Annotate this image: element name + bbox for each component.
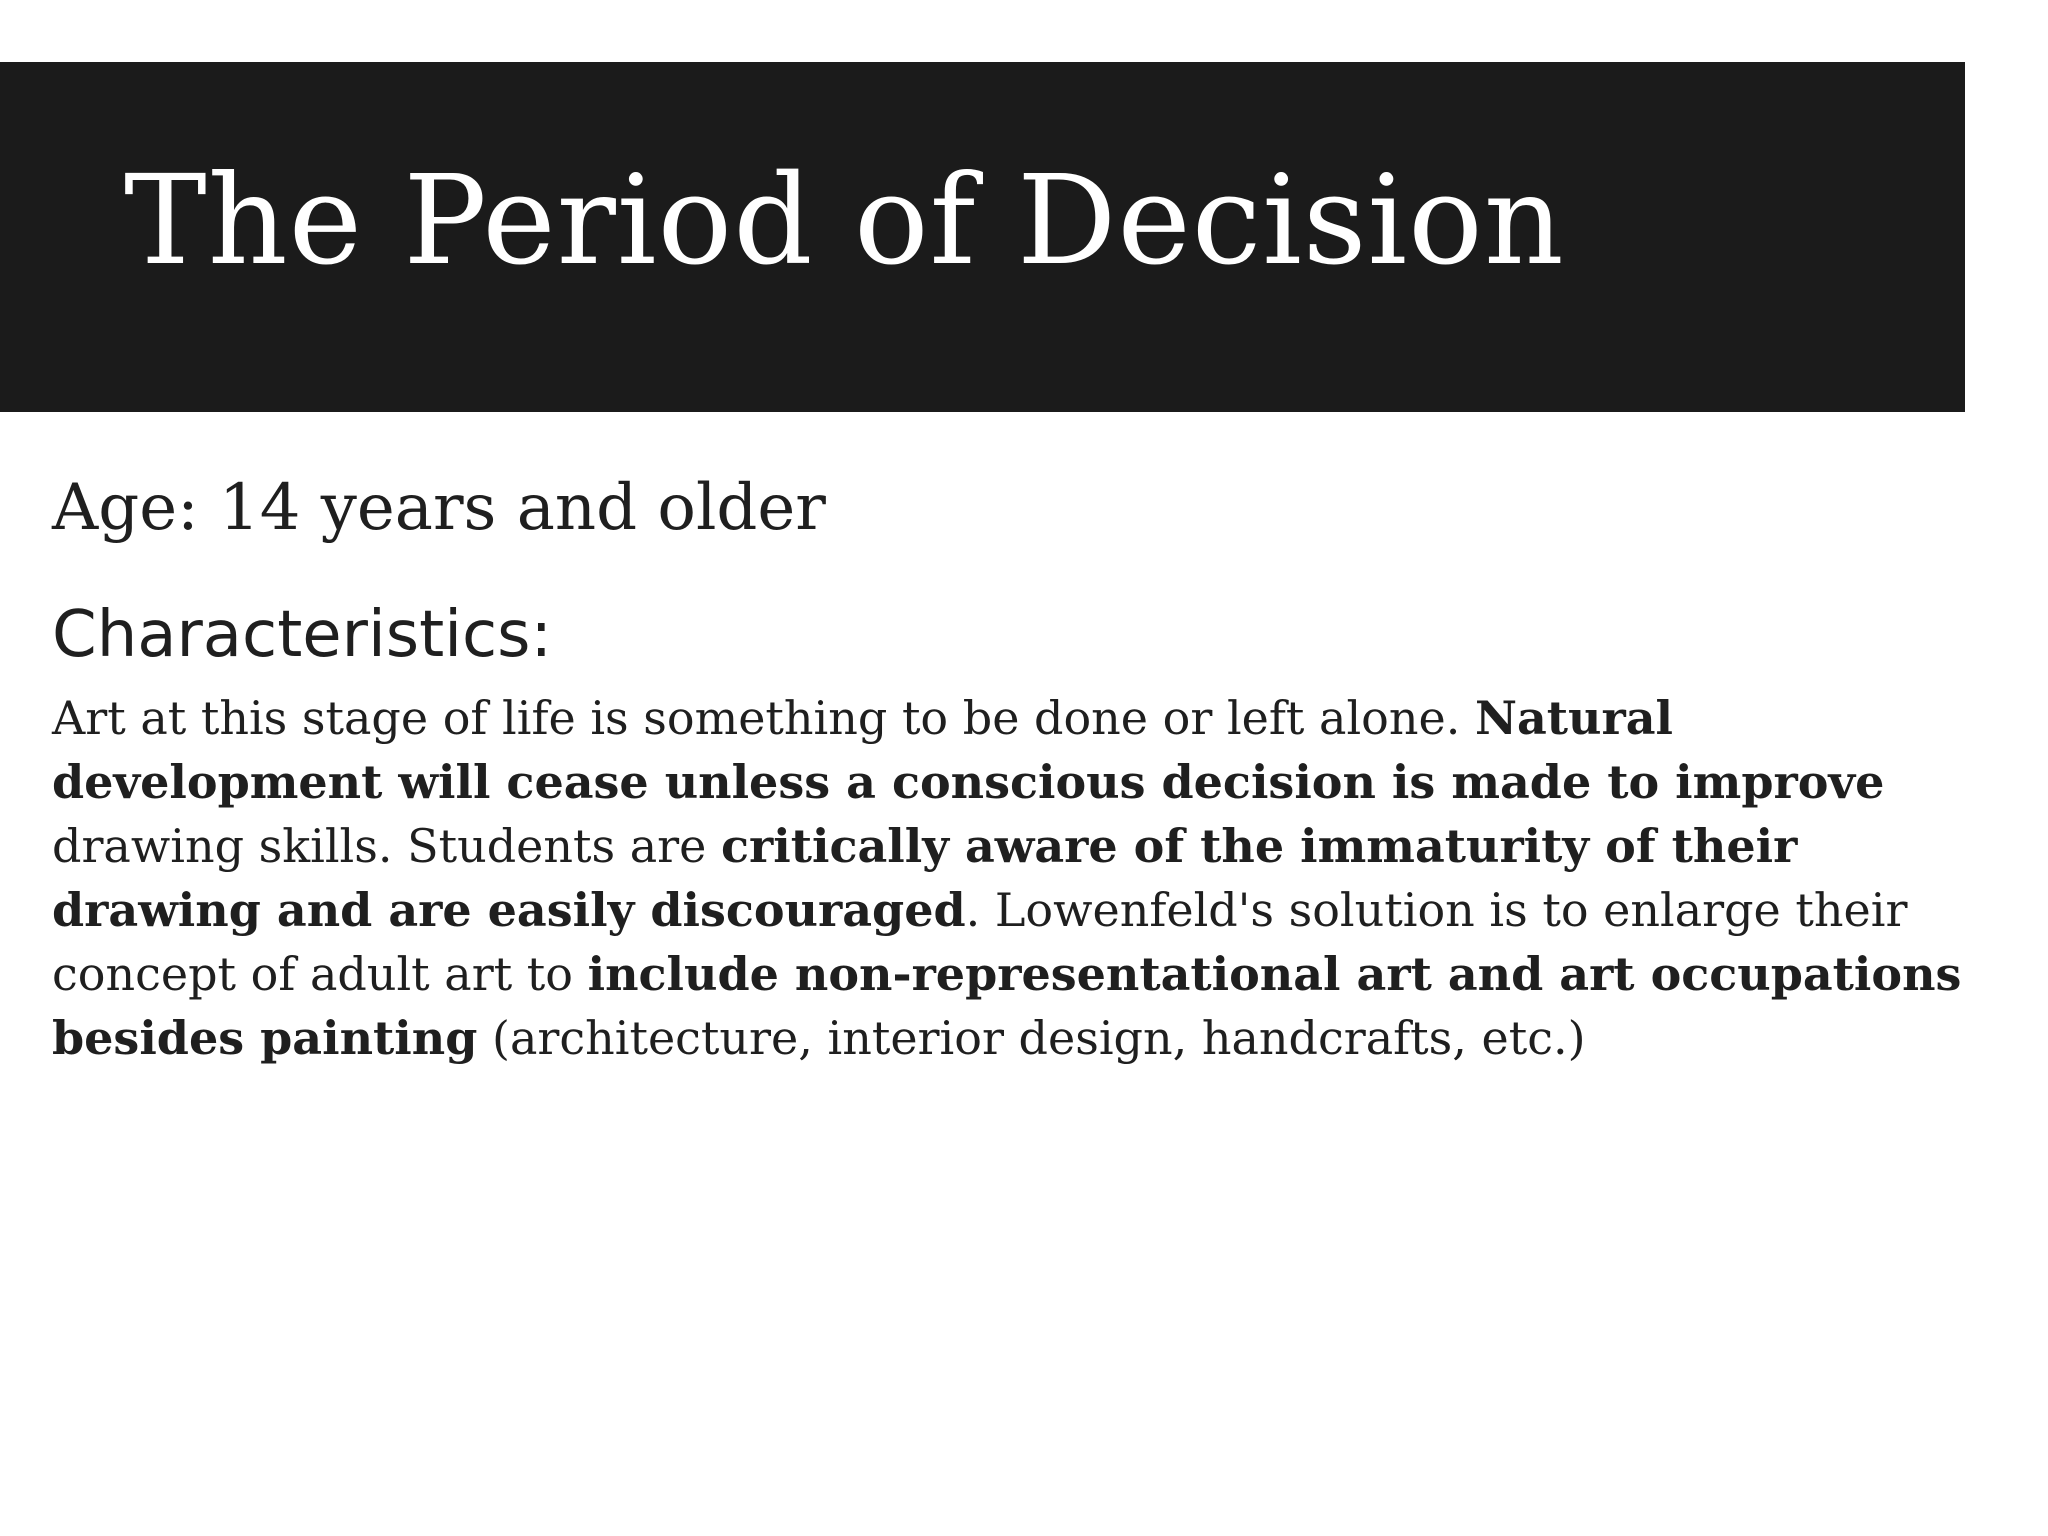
slide-title: The Period of Decision [124,149,1565,293]
paragraph-segment: Art at this stage of life is something to be done or left alone. [52,690,1475,745]
paragraph-segment-bold: critically aware of the immaturity of their drawing and are easily discouraged [52,818,1798,937]
paragraph-segment: (architecture, interior design, handcrafts, etc.) [477,1010,1586,1065]
characteristics-heading: Characteristics: [52,597,553,672]
paragraph-segment: . Lowenfeld's solution is to enlarge their concept of adult art to [52,882,1908,1001]
slide-content [52,470,1972,1070]
paragraph-segment: drawing skills. Students are [52,818,721,873]
characteristics-paragraph [52,686,1972,1070]
paragraph-segment-bold: include non-representational art and art occupations besides painting [52,946,1962,1065]
age-line: Age: 14 years and older [52,471,826,545]
paragraph-segment-bold: Natural development will cease unless a conscious decision is made to improve [52,690,1885,809]
